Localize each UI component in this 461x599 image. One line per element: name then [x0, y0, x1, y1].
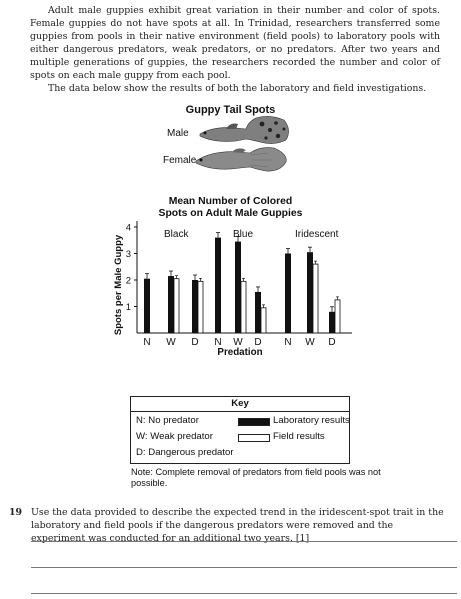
- answer-line-3[interactable]: [31, 593, 457, 594]
- y-tick-label: 2: [125, 275, 131, 287]
- question-19: [9, 506, 449, 545]
- lab-bar: [144, 279, 150, 333]
- key-field-label: Field results: [273, 431, 325, 442]
- male-label: Male: [167, 128, 189, 139]
- chart-note: Note: Complete removal of predators from field pools was not possible.: [131, 467, 381, 488]
- lab-bar: [329, 312, 335, 333]
- x-tick-label: N: [143, 337, 151, 348]
- x-tick-label: N: [284, 337, 292, 348]
- lab-bar: [285, 254, 291, 334]
- field-bar: [313, 264, 318, 333]
- answer-line-2[interactable]: [31, 567, 457, 568]
- lab-bar: [215, 238, 221, 333]
- question-number: 19: [9, 507, 23, 518]
- y-tick-label: 4: [125, 222, 131, 234]
- y-tick-label: 1: [125, 302, 131, 313]
- question-text: Use the data provided to describe the expected trend in the iridescent-spot trait in the laboratory and field pools if the dangerous predators were removed and the experiment was conducted for an additional two years. [1]: [31, 507, 444, 544]
- lab-bar: [168, 276, 174, 333]
- field-bar: [241, 281, 246, 333]
- y-tick-label: 3: [125, 249, 131, 260]
- chart-key: [130, 396, 350, 464]
- chart-title-line-1: Mean Number of Colored: [168, 196, 293, 207]
- field-bar: [335, 300, 340, 333]
- key-item-dangerous-predator: D: Dangerous predator: [136, 447, 234, 458]
- field-bar: [174, 279, 179, 333]
- key-item-no-predator: N: No predator: [136, 415, 199, 426]
- lab-bar: [235, 242, 241, 333]
- x-axis-label: Predation: [217, 347, 263, 358]
- x-tick-label: W: [166, 337, 176, 348]
- female-label: Female: [163, 155, 197, 166]
- passage-paragraph-2: The data below show the results of both the laboratory and field investigations.: [48, 83, 427, 94]
- figure-title: Guppy Tail Spots: [185, 104, 276, 116]
- x-tick-label: W: [233, 337, 243, 348]
- x-tick-label: D: [254, 337, 262, 348]
- lab-bar: [307, 252, 313, 333]
- x-tick-label: D: [328, 337, 336, 348]
- chart-title-line-2: Spots on Adult Male Guppies: [158, 208, 303, 219]
- lab-bar: [192, 280, 198, 333]
- lab-swatch: [238, 418, 270, 426]
- x-tick-label: N: [214, 337, 222, 348]
- key-item-weak-predator: W: Weak predator: [136, 431, 213, 442]
- field-bar: [261, 308, 266, 333]
- group-label-black: Black: [164, 229, 189, 240]
- lab-bar: [255, 292, 261, 333]
- x-tick-label: W: [305, 337, 315, 348]
- answer-line-1[interactable]: [31, 541, 457, 542]
- y-axis-label: Spots per Male Guppy: [113, 234, 124, 336]
- field-swatch: [238, 434, 270, 442]
- group-label-blue: Blue: [233, 229, 254, 240]
- x-tick-label: D: [191, 337, 199, 348]
- passage-paragraph-1: Adult male guppies exhibit great variation in their number and color of spots. Female guppies do not have spots at all. In Trinidad, researchers transferred some guppies from pools in their native environment (field pools) to laboratory pools with either dangerous predators, weak predators, or no predators. After two years and multiple generations of guppies, the researchers recorded the number and color of spots on each male guppy from each pool.: [30, 5, 440, 81]
- key-lab-label: Laboratory results: [273, 415, 350, 426]
- key-title: Key: [131, 397, 349, 412]
- field-bar: [198, 281, 203, 333]
- group-label-iridescent: Iridescent: [295, 229, 339, 240]
